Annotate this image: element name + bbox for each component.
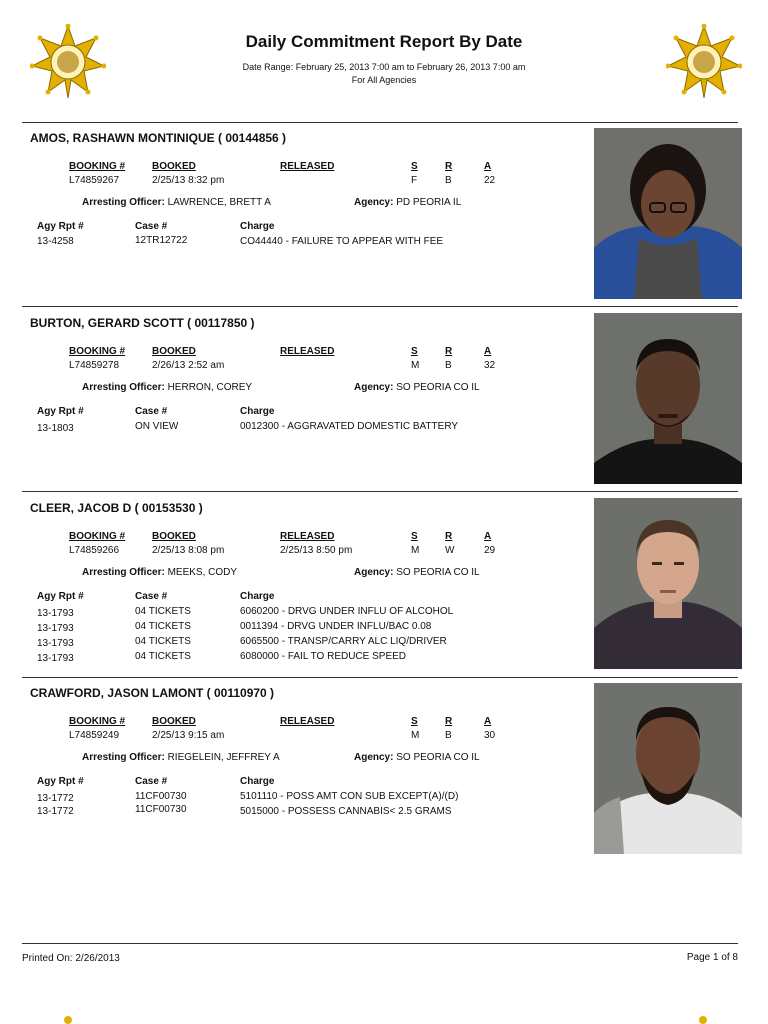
arresting-officer: Arresting Officer: LAWRENCE, BRETT A — [82, 197, 271, 208]
case-value: 04 TICKETS — [135, 651, 191, 662]
booked-header: BOOKED — [152, 716, 196, 727]
sex-header: S — [411, 346, 418, 357]
case-value: 04 TICKETS — [135, 636, 191, 647]
report-title: Daily Commitment Report By Date — [245, 32, 523, 51]
age-value: 22 — [484, 175, 496, 186]
sex-value: M — [411, 730, 420, 741]
agency: Agency: SO PEORIA CO IL — [354, 382, 480, 393]
charge-list — [0, 421, 600, 436]
agy-rpt-value: 13-1772 — [37, 806, 74, 817]
charge-header: Charge — [240, 406, 275, 417]
charge-value: 6060200 - DRVG UNDER INFLU OF ALCOHOL — [240, 606, 454, 617]
case-value: 12TR12722 — [135, 235, 188, 246]
charge-row — [0, 421, 600, 436]
agy-rpt-header: Agy Rpt # — [37, 406, 84, 417]
agy-rpt-value: 13-1803 — [37, 423, 74, 434]
charge-row — [0, 806, 600, 821]
charge-value: 6080000 - FAIL TO REDUCE SPEED — [240, 651, 407, 662]
released-header: RELEASED — [280, 161, 335, 172]
case-value: 11CF00730 — [135, 804, 187, 815]
charge-header: Charge — [240, 221, 275, 232]
inmate-record — [0, 492, 768, 677]
agy-rpt-value: 13-1793 — [37, 653, 74, 664]
charge-row — [0, 636, 600, 651]
inmate-name: BURTON, GERARD SCOTT ( 00117850 ) — [30, 316, 255, 330]
sex-value: M — [411, 545, 420, 556]
printed-on: Printed On: 2/26/2013 — [22, 953, 120, 964]
inmate-record — [0, 677, 768, 862]
sex-value: M — [411, 360, 420, 371]
agency: Agency: SO PEORIA CO IL — [354, 567, 480, 578]
booked-date: 2/26/13 2:52 am — [152, 360, 225, 371]
agy-rpt-value: 13-1793 — [37, 638, 74, 649]
booking-number: L74859267 — [69, 175, 120, 186]
agency: Agency: SO PEORIA CO IL — [354, 752, 480, 763]
booking-number: L74859249 — [69, 730, 120, 741]
inmate-record — [0, 307, 768, 492]
race-value: B — [445, 175, 452, 186]
booking-header: BOOKING # — [69, 716, 126, 727]
charge-value: 0012300 - AGGRAVATED DOMESTIC BATTERY — [240, 421, 459, 432]
case-value: 11CF00730 — [135, 791, 187, 802]
charge-header: Charge — [240, 591, 275, 602]
agencies-filter: For All Agencies — [351, 75, 417, 85]
age-header: A — [484, 346, 492, 357]
agy-rpt-value: 13-1772 — [37, 793, 74, 804]
charge-value: CO44440 - FAILURE TO APPEAR WITH FEE — [240, 236, 444, 247]
case-value: ON VIEW — [135, 421, 179, 432]
inmate-name: CRAWFORD, JASON LAMONT ( 00110970 ) — [30, 686, 275, 700]
race-header: R — [445, 161, 453, 172]
age-value: 29 — [484, 545, 496, 556]
charge-list — [0, 236, 600, 251]
case-value: 04 TICKETS — [135, 606, 191, 617]
charge-value: 5101110 - POSS AMT CON SUB EXCEPT(A)/(D) — [240, 791, 459, 802]
inmate-record — [0, 122, 768, 307]
booked-date: 2/25/13 9:15 am — [152, 730, 225, 741]
charge-row — [0, 651, 600, 666]
inmate-name: CLEER, JACOB D ( 00153530 ) — [30, 501, 203, 515]
charge-header: Charge — [240, 776, 275, 787]
mugshot-photo — [594, 683, 742, 854]
booked-header: BOOKED — [152, 346, 196, 357]
badge-point-icon — [64, 1016, 72, 1024]
case-header: Case # — [135, 406, 168, 417]
charge-row — [0, 791, 600, 806]
agy-rpt-header: Agy Rpt # — [37, 591, 84, 602]
released-header: RELEASED — [280, 531, 335, 542]
mugshot-photo — [594, 498, 742, 669]
page-number: Page 1 of 8 — [686, 952, 738, 963]
booked-header: BOOKED — [152, 531, 196, 542]
case-header: Case # — [135, 221, 168, 232]
agy-rpt-header: Agy Rpt # — [37, 776, 84, 787]
charge-value: 0011394 - DRVG UNDER INFLU/BAC 0.08 — [240, 621, 432, 632]
charge-row — [0, 606, 600, 621]
race-header: R — [445, 346, 453, 357]
arresting-officer: Arresting Officer: MEEKS, CODY — [82, 567, 238, 578]
age-header: A — [484, 716, 492, 727]
booked-date: 2/25/13 8:32 pm — [152, 175, 225, 186]
age-header: A — [484, 531, 492, 542]
inmate-name: AMOS, RASHAWN MONTINIQUE ( 00144856 ) — [30, 131, 287, 145]
sex-value: F — [411, 175, 418, 186]
race-value: B — [445, 360, 452, 371]
booked-header: BOOKED — [152, 161, 196, 172]
booking-header: BOOKING # — [69, 346, 126, 357]
arresting-officer: Arresting Officer: HERRON, COREY — [82, 382, 253, 393]
charge-value: 5015000 - POSSESS CANNABIS< 2.5 GRAMS — [240, 806, 452, 817]
charge-list — [0, 791, 600, 821]
race-header: R — [445, 531, 453, 542]
arresting-officer: Arresting Officer: RIEGELEIN, JEFFREY A — [82, 752, 280, 763]
race-value: B — [445, 730, 452, 741]
case-header: Case # — [135, 591, 168, 602]
booking-header: BOOKING # — [69, 161, 126, 172]
case-value: 04 TICKETS — [135, 621, 191, 632]
agency: Agency: PD PEORIA IL — [354, 197, 462, 208]
age-value: 30 — [484, 730, 496, 741]
charge-value: 6065500 - TRANSP/CARRY ALC LIQ/DRIVER — [240, 636, 447, 647]
charge-row — [0, 621, 600, 636]
booking-header: BOOKING # — [69, 531, 126, 542]
charge-list — [0, 606, 600, 666]
race-header: R — [445, 716, 453, 727]
agy-rpt-header: Agy Rpt # — [37, 221, 84, 232]
released-header: RELEASED — [280, 346, 335, 357]
agy-rpt-value: 13-4258 — [37, 236, 74, 247]
badge-point-icon — [699, 1016, 707, 1024]
booked-date: 2/25/13 8:08 pm — [152, 545, 225, 556]
footer-divider — [22, 943, 738, 944]
sex-header: S — [411, 716, 418, 727]
mugshot-photo — [594, 128, 742, 299]
agy-rpt-value: 13-1793 — [37, 623, 74, 634]
booking-number: L74859278 — [69, 360, 120, 371]
agy-rpt-value: 13-1793 — [37, 608, 74, 619]
released-date: 2/25/13 8:50 pm — [280, 545, 353, 556]
booking-number: L74859266 — [69, 545, 120, 556]
sex-header: S — [411, 531, 418, 542]
mugshot-photo — [594, 313, 742, 484]
charge-row — [0, 236, 600, 251]
released-header: RELEASED — [280, 716, 335, 727]
age-header: A — [484, 161, 492, 172]
race-value: W — [445, 545, 455, 556]
sex-header: S — [411, 161, 418, 172]
case-header: Case # — [135, 776, 168, 787]
age-value: 32 — [484, 360, 496, 371]
date-range: Date Range: February 25, 2013 7:00 am to February 26, 2013 7:00 am — [242, 62, 526, 72]
